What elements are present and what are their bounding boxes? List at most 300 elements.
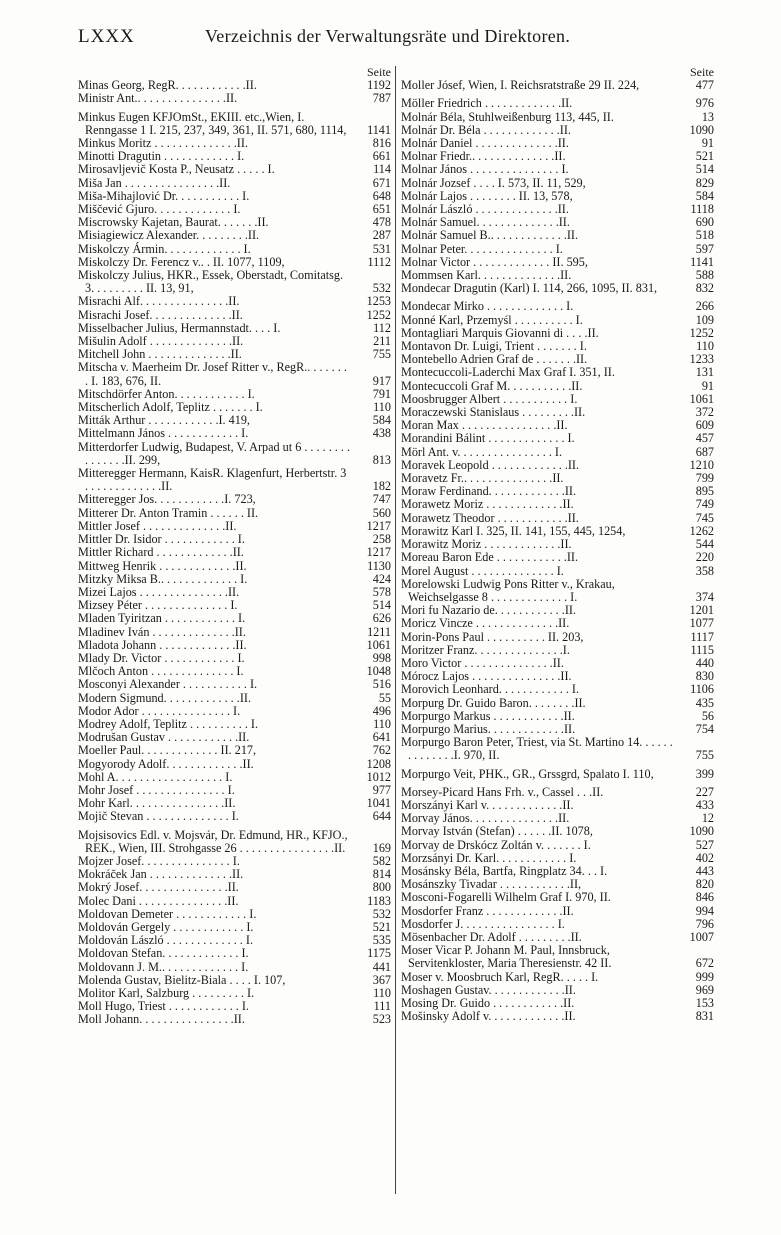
entry-page-number: 12 (701, 811, 714, 826)
entry-page-number: 582 (372, 853, 391, 868)
entry-name: Moeller Paul. . . . . . . . . . . . . II. 217, (78, 743, 257, 758)
page-header (78, 26, 718, 50)
entry-name: Mosánszky Tivadar . . . . . . . . . . . .II, (401, 877, 582, 892)
index-entry (401, 366, 714, 379)
entry-page-number: 1210 (689, 457, 714, 472)
entry-page-number: 1048 (366, 664, 391, 679)
entry-name: Molnár Dr. Béla . . . . . . . . . . . . .II. (401, 122, 571, 137)
entry-page-number: 1090 (689, 824, 714, 839)
entry-name: Moldován Gergely . . . . . . . . . . . . I. (78, 919, 254, 934)
index-entry (401, 243, 714, 256)
entry-page-number: 532 (372, 281, 391, 296)
index-entry (78, 744, 391, 757)
entry-name: Miša-Mihajlović Dr. . . . . . . . . . . I. (78, 188, 250, 203)
entry-name: Molnar János . . . . . . . . . . . . . . . I. (401, 162, 569, 177)
entry-name: Miscrowsky Kajetan, Baurat. . . . . . .II. (78, 215, 269, 230)
index-entry (401, 825, 714, 838)
entry-name: Mitchell John . . . . . . . . . . . . . .II. (78, 347, 242, 362)
index-entry (78, 507, 391, 520)
entry-name: Mitschdörfer Anton. . . . . . . . . . . . I. (78, 386, 255, 401)
entry-page-number: 648 (372, 188, 391, 203)
entry-page-number: 402 (695, 850, 714, 865)
entry-page-number: 182 (372, 479, 391, 494)
index-entry (401, 631, 714, 644)
entry-page-number: 496 (372, 703, 391, 718)
entry-page-number: 478 (372, 215, 391, 230)
entry-page-number: 796 (695, 916, 714, 931)
index-entry (401, 551, 714, 564)
entry-name: Moser v. Moosbruch Karl, RegR. . . . . I. (401, 969, 599, 984)
entry-name: Mondecar Mirko . . . . . . . . . . . . . I. (401, 299, 574, 314)
entry-page-number: 531 (372, 241, 391, 256)
index-entry (401, 839, 714, 852)
entry-name: Moran Max . . . . . . . . . . . . . . . .II. (401, 418, 568, 433)
index-entry (78, 546, 391, 559)
entry-name: Montecuccoli-Laderchi Max Graf I. 351, II. (401, 365, 615, 380)
entry-name: Miša Jan . . . . . . . . . . . . . . . .II. (78, 175, 231, 190)
entry-name: Morel August . . . . . . . . . . . . . . I. (401, 563, 564, 578)
entry-name: Morpurgo Veit, PHK., GR., Grssgrd, Spalato I. 110, (401, 766, 654, 781)
entry-page-number: 56 (701, 708, 714, 723)
entry-name: Mommsen Karl. . . . . . . . . . . . . .II. (401, 268, 572, 283)
entry-name: Minotti Dragutin . . . . . . . . . . . . I. (78, 149, 245, 164)
entry-page-number: 755 (695, 748, 714, 763)
index-entry (401, 944, 714, 970)
entry-name: Morvay János. . . . . . . . . . . . . . .II. (401, 811, 570, 826)
entry-name: Moser Vicar P. Johann M. Paul, Innsbruck, Servitenkloster, Maria Theresienstr. 42 II. (401, 943, 613, 971)
index-entry (401, 578, 714, 604)
entry-page-number: 816 (372, 136, 391, 150)
entry-name: Miščević Gjuro. . . . . . . . . . . . . I. (78, 202, 241, 217)
entry-page-number: 521 (372, 919, 391, 934)
entry-name: Montavon Dr. Luigi, Trient . . . . . . . I. (401, 339, 587, 354)
index-entry (78, 771, 391, 784)
entry-page-number: 749 (695, 497, 714, 512)
index-entry (401, 229, 714, 242)
entry-page-number: 438 (372, 426, 391, 441)
entry-page-number: 110 (373, 986, 391, 1000)
entry-page-number: 1117 (690, 629, 714, 644)
entry-name: Modor Ador . . . . . . . . . . . . . . . I. (78, 703, 241, 718)
entry-name: Morpurgo Marius. . . . . . . . . . . . .II. (401, 721, 576, 736)
entry-name: Morawitz Moriz . . . . . . . . . . . . .II. (401, 537, 572, 552)
entry-page-number: 969 (695, 982, 714, 997)
entry-name: Mlčoch Anton . . . . . . . . . . . . . . I. (78, 664, 244, 679)
index-entry (401, 446, 714, 459)
entry-name: Moravetz Fr.. . . . . . . . . . . . . . .II. (401, 471, 564, 486)
entry-page-number: 110 (696, 339, 714, 354)
index-entry (401, 300, 714, 313)
entry-name: Moraczewski Stanislaus . . . . . . . . .II. (401, 405, 586, 420)
entry-name: Montebello Adrien Graf de . . . . . . .II. (401, 352, 588, 367)
entry-name: Mitzky Miksa B.. . . . . . . . . . . . . I. (78, 571, 248, 586)
entry-page-number: 527 (695, 837, 714, 852)
entry-page-number: 687 (695, 444, 714, 459)
index-entry (78, 163, 391, 176)
entry-page-number: 1233 (689, 352, 714, 367)
index-entry (401, 79, 714, 92)
entry-page-number: 440 (695, 655, 714, 670)
entry-page-number: 110 (373, 716, 391, 731)
entry-page-number: 287 (372, 228, 391, 243)
entry-name: Moll Hugo, Triest . . . . . . . . . . . . I. (78, 999, 249, 1014)
right-column (401, 66, 714, 1023)
entry-page-number: 518 (695, 228, 714, 243)
entry-page-number: 372 (695, 405, 714, 420)
entry-name: Mösenbacher Dr. Adolf . . . . . . . . .II. (401, 929, 582, 944)
entry-page-number: 1007 (689, 929, 714, 944)
entry-page-number: 91 (701, 136, 714, 150)
entry-name: Mladota Johann . . . . . . . . . . . . .II. (78, 637, 247, 652)
entry-page-number: 1115 (690, 642, 714, 657)
entry-name: Mosconi-Fogarelli Wilhelm Graf I. 970, II. (401, 890, 611, 905)
entry-name: Mörl Ant. v. . . . . . . . . . . . . . . . I. (401, 444, 563, 459)
entry-name: Miskolczy Dr. Ferencz v.. . II. 1077, 1109, (78, 254, 285, 269)
entry-page-number: 813 (372, 452, 391, 467)
entry-name: Morawitz Karl I. 325, II. 141, 155, 445, 1254, (401, 523, 626, 538)
entry-name: Miskolczy Ármin. . . . . . . . . . . . . I. (78, 241, 251, 256)
entry-name: Monné Karl, Przemyśl . . . . . . . . . . I. (401, 312, 583, 327)
index-entry (78, 111, 391, 137)
index-entry (78, 243, 391, 256)
index-entry (78, 810, 391, 823)
entry-page-number: 532 (372, 906, 391, 921)
entry-name: Moro Victor . . . . . . . . . . . . . . .II. (401, 655, 564, 670)
entry-name: Moldovann J. M.. . . . . . . . . . . . . I. (78, 959, 249, 974)
entry-name: Morsey-Picard Hans Frh. v., Cassel . . .II. (401, 784, 604, 799)
entry-name: Molenda Gustav, Bielitz-Biala . . . . I. 107, (78, 972, 286, 987)
entry-name: Molnár Béla, Stuhlweißenburg 113, 445, II. (401, 109, 614, 124)
entry-page-number: 1118 (690, 202, 714, 217)
entry-page-number: 424 (372, 571, 391, 586)
entry-page-number: 1141 (367, 122, 391, 137)
entry-page-number: 1090 (689, 122, 714, 137)
entry-page-number: 1217 (366, 545, 391, 560)
entry-name: Morin-Pons Paul . . . . . . . . . . II. 203, (401, 629, 584, 644)
entry-name: Morpurg Dr. Guido Baron. . . . . . . .II. (401, 695, 586, 710)
entry-name: Morvay de Drskócz Zoltán v. . . . . . . I. (401, 837, 591, 852)
index-entry (78, 1013, 391, 1026)
index-entry (78, 309, 391, 322)
entry-page-number: 169 (372, 840, 391, 855)
entry-page-number: 1106 (690, 682, 714, 697)
index-entry (78, 895, 391, 908)
index-entry (78, 493, 391, 506)
entry-name: Moldován László . . . . . . . . . . . . . I. (78, 933, 254, 948)
entry-name: Misrachi Josef. . . . . . . . . . . . . .II. (78, 307, 243, 322)
left-column (78, 66, 391, 1027)
entry-name: Ministr Ant.. . . . . . . . . . . . . . .II. (78, 91, 238, 106)
index-entry (401, 314, 714, 327)
index-entry (401, 512, 714, 525)
entry-page-number: 814 (372, 867, 391, 882)
entry-name: Moricz Vincze . . . . . . . . . . . . . .II. (401, 616, 570, 631)
entry-page-number: 514 (372, 598, 391, 613)
index-entry (78, 441, 391, 467)
entry-page-number: 435 (695, 695, 714, 710)
entry-name: Mošinsky Adolf v. . . . . . . . . . . . .II. (401, 1009, 576, 1024)
entry-name: Molnár Daniel . . . . . . . . . . . . . .II. (401, 136, 569, 150)
entry-name: Miskolczy Julius, HKR., Essek, Oberstadt, Comitatsg. 3. . . . . . . . . II. 13, 91, (78, 268, 347, 296)
entry-page-number: 1061 (366, 637, 391, 652)
entry-name: Mohr Josef . . . . . . . . . . . . . . . I. (78, 782, 235, 797)
index-entry (401, 852, 714, 865)
entry-name: Molec Dani . . . . . . . . . . . . . . .II. (78, 893, 239, 908)
entry-name: Mittler Richard . . . . . . . . . . . . .II. (78, 545, 244, 560)
entry-name: Mogyorody Adolf. . . . . . . . . . . . .II. (78, 756, 254, 771)
entry-name: Mitteregger Hermann, KaisR. Klagenfurt, Herbertstr. 3 . . . . . . . . . . . . .II. (78, 466, 350, 494)
entry-name: Molnar Victor . . . . . . . . . . . . . II. 595, (401, 254, 588, 269)
entry-page-number: 1252 (689, 325, 714, 340)
index-entry (78, 92, 391, 105)
entry-name: Molnár Lajos . . . . . . . . II. 13, 578, (401, 188, 573, 203)
entry-page-number: 651 (372, 202, 391, 217)
entry-name: Mosdorfer J. . . . . . . . . . . . . . . . I. (401, 916, 565, 931)
entry-name: Morzsányi Dr. Karl. . . . . . . . . . . . I. (401, 850, 577, 865)
entry-name: Molnár Jozsef . . . . I. 573, II. 11, 529, (401, 175, 586, 190)
index-entry (401, 905, 714, 918)
index-entry (401, 644, 714, 657)
entry-name: Minkus Moritz . . . . . . . . . . . . . .II. (78, 136, 248, 150)
entry-name: Mittelmann János . . . . . . . . . . . . I. (78, 426, 249, 441)
entry-name: Mitták Arthur . . . . . . . . . . . .I. 419, (78, 413, 250, 428)
index-entry (401, 891, 714, 904)
entry-page-number: 762 (372, 743, 391, 758)
entry-name: Misselbacher Julius, Hermannstadt. . . . I. (78, 320, 281, 335)
entry-name: Moreau Baron Ede . . . . . . . . . . . .II. (401, 550, 579, 565)
index-entry (401, 282, 714, 295)
index-entry (78, 229, 391, 242)
entry-name: Mojič Stevan . . . . . . . . . . . . . . I. (78, 809, 239, 824)
index-entry (401, 1010, 714, 1023)
entry-name: Moraw Ferdinand. . . . . . . . . . . . .II. (401, 484, 576, 499)
entry-page-number: 754 (695, 721, 714, 736)
index-entry (78, 560, 391, 573)
entry-page-number: 111 (373, 999, 391, 1014)
entry-name: Moll Johann. . . . . . . . . . . . . . . .II. (78, 1012, 245, 1027)
entry-page-number: 977 (372, 782, 391, 797)
index-entry (401, 736, 714, 762)
index-entry (401, 918, 714, 931)
index-entry (401, 177, 714, 190)
entry-page-number: 560 (372, 505, 391, 520)
entry-name: Mojzer Josef. . . . . . . . . . . . . . . I. (78, 853, 240, 868)
entry-name: Morpurgo Markus . . . . . . . . . . . .II. (401, 708, 575, 723)
entry-name: Moldovan Stefan. . . . . . . . . . . . . I. (78, 946, 249, 961)
entry-name: Mittweg Henrik . . . . . . . . . . . . .II. (78, 558, 247, 573)
entry-page-number: 112 (373, 320, 391, 335)
entry-page-number: 227 (695, 784, 714, 799)
entry-page-number: 830 (695, 669, 714, 684)
entry-name: Mosing Dr. Guido . . . . . . . . . . . .II. (401, 996, 575, 1010)
entry-page-number: 1175 (367, 946, 391, 961)
index-entry (78, 269, 391, 295)
entry-page-number: 1208 (366, 756, 391, 771)
entry-name: Mitteregger Jos. . . . . . . . . . . .I. 723, (78, 492, 256, 507)
entry-page-number: 477 (695, 78, 714, 93)
entry-page-number: 1211 (367, 624, 391, 639)
entry-name: Molnár Samuel. . . . . . . . . . . . . .II. (401, 215, 570, 230)
entry-name: Moravek Leopold . . . . . . . . . . . . .II. (401, 457, 580, 472)
entry-page-number: 110 (373, 400, 391, 415)
entry-name: Mokráček Jan . . . . . . . . . . . . . .II. (78, 867, 244, 882)
entry-name: Mórocz Lajos . . . . . . . . . . . . . . .II. (401, 669, 572, 684)
index-entry (401, 617, 714, 630)
entry-page-number: 976 (695, 96, 714, 111)
index-entry (78, 908, 391, 921)
index-entry (401, 97, 714, 110)
index-entry (401, 786, 714, 799)
entry-name: Minas Georg, RegR. . . . . . . . . . . .II. (78, 78, 257, 93)
entry-name: Mladen Tyiritzan . . . . . . . . . . . . I. (78, 611, 246, 626)
entry-name: Morovich Leonhard. . . . . . . . . . . . I. (401, 682, 580, 697)
index-entry (401, 111, 714, 124)
entry-name: Moosbrugger Albert . . . . . . . . . . . I. (401, 391, 578, 406)
entry-page-number: 114 (373, 162, 391, 177)
entry-page-number: 1262 (689, 523, 714, 538)
entry-page-number: 747 (372, 492, 391, 507)
entry-name: Minkus Eugen KFJOmSt., EKIII. etc.,Wien, I. Renngasse 1 I. 215, 237, 349, 361, II. 571, 680, 1114, (78, 109, 347, 137)
entry-name: Montecuccoli Graf M. . . . . . . . . . .II. (401, 378, 583, 393)
entry-name: Modrušan Gustav . . . . . . . . . . . .II. (78, 730, 250, 745)
index-entry (78, 881, 391, 894)
entry-name: Mondecar Dragutin (Karl) I. 114, 266, 1095, II. 831, (401, 281, 658, 296)
entry-name: Montagliari Marquis Giovanni di . . . .II. (401, 325, 599, 340)
entry-name: Mokrý Josef. . . . . . . . . . . . . . .II. (78, 880, 239, 895)
entry-page-number: 1217 (366, 518, 391, 533)
entry-page-number: 829 (695, 175, 714, 190)
entry-name: Möller Friedrich . . . . . . . . . . . . .II. (401, 96, 573, 111)
index-entry (78, 705, 391, 718)
index-entry (401, 163, 714, 176)
entry-page-number: 584 (372, 413, 391, 428)
entry-page-number: 211 (373, 334, 391, 349)
entry-page-number: 588 (695, 268, 714, 283)
index-entry (401, 683, 714, 696)
index-entry (401, 710, 714, 723)
entry-page-number: 999 (695, 969, 714, 984)
entry-page-number: 521 (695, 149, 714, 164)
entry-name: Misiagiewicz Alexander. . . . . . . . .II. (78, 228, 260, 243)
entry-name: Mitscha v. Maerheim Dr. Josef Ritter v., RegR.. . . . . . . . I. 183, 676, II. (78, 360, 350, 388)
index-entry (401, 380, 714, 393)
entry-page-number: 109 (695, 312, 714, 327)
entry-name: Mišulin Adolf . . . . . . . . . . . . . .II. (78, 334, 244, 349)
entry-name: Molitor Karl, Salzburg . . . . . . . . . I. (78, 986, 255, 1000)
entry-page-number: 374 (695, 589, 714, 604)
entry-page-number: 523 (372, 1012, 391, 1027)
index-entry (78, 692, 391, 705)
entry-page-number: 1192 (367, 78, 391, 93)
entry-name: Molnár László . . . . . . . . . . . . . .II. (401, 202, 569, 217)
entry-page-number: 644 (372, 809, 391, 824)
entry-name: Mittler Josef . . . . . . . . . . . . . .II. (78, 518, 237, 533)
entry-page-number: 544 (695, 537, 714, 552)
entry-name: Morpurgo Baron Peter, Triest, via St. Martino 14. . . . . . . . . . . . . .I. 970, II. (401, 735, 676, 763)
entry-name: Molnár Samuel B.. . . . . . . . . . . . .II. (401, 228, 579, 243)
entry-page-number: 820 (695, 877, 714, 892)
index-entry (78, 678, 391, 691)
entry-page-number: 55 (378, 690, 391, 705)
entry-page-number: 1061 (689, 391, 714, 406)
entry-page-number: 131 (695, 365, 714, 380)
index-entry (78, 612, 391, 625)
entry-page-number: 441 (372, 959, 391, 974)
entry-page-number: 1252 (366, 307, 391, 322)
entry-name: Moshagen Gustav. . . . . . . . . . . . .II. (401, 982, 576, 997)
entry-name: Mittler Dr. Isidor . . . . . . . . . . . . I. (78, 532, 245, 547)
entry-name: Mojsisovics Edl. v. Mojsvár, Dr. Edmund, HR., KFJO., REK., Wien, III. Strohgasse 26 . . . . . . . . . . . . . . . .II. (78, 827, 351, 855)
entry-name: Morszányi Karl v. . . . . . . . . . . . .II. (401, 797, 574, 812)
entry-page-number: 800 (372, 880, 391, 895)
entry-page-number: 1012 (366, 769, 391, 784)
entry-page-number: 641 (372, 730, 391, 745)
entry-name: Mladinev Iván . . . . . . . . . . . . . .II. (78, 624, 246, 639)
entry-page-number: 831 (695, 1009, 714, 1024)
entry-name: Morawetz Moriz . . . . . . . . . . . . .II. (401, 497, 574, 512)
entry-name: Morelowski Ludwig Pons Ritter v., Krakau, Weichselgasse 8 . . . . . . . . . . . . . I. (401, 576, 618, 604)
entry-page-number: 153 (695, 996, 714, 1010)
index-entry (401, 768, 714, 781)
entry-page-number: 514 (695, 162, 714, 177)
entry-page-number: 1183 (367, 893, 391, 908)
entry-page-number: 1077 (689, 616, 714, 631)
entry-name: Mohr Karl. . . . . . . . . . . . . . . .II. (78, 796, 236, 811)
index-entry (401, 432, 714, 445)
entry-page-number: 917 (372, 373, 391, 388)
page-number: LXXX (78, 26, 135, 47)
entry-page-number: 535 (372, 933, 391, 948)
entry-page-number: 443 (695, 863, 714, 878)
entry-name: Mirosavljevič Kosta P., Neusatz . . . . . I. (78, 162, 275, 177)
index-entry (78, 639, 391, 652)
entry-name: Mizei Lajos . . . . . . . . . . . . . . .II. (78, 584, 240, 599)
entry-page-number: 597 (695, 241, 714, 256)
entry-page-number: 832 (695, 281, 714, 296)
entry-page-number: 367 (372, 972, 391, 987)
index-entry (78, 947, 391, 960)
entry-page-number: 755 (372, 347, 391, 362)
entry-page-number: 1141 (690, 254, 714, 269)
index-entry (401, 498, 714, 511)
entry-page-number: 1041 (366, 796, 391, 811)
seite-label-left: Seite (367, 65, 391, 79)
entry-page-number: 1112 (367, 254, 391, 269)
entry-page-number: 266 (695, 299, 714, 314)
index-entry (401, 971, 714, 984)
entry-page-number: 1201 (689, 603, 714, 618)
column-divider (395, 66, 396, 1194)
index-entry (401, 697, 714, 710)
entry-page-number: 220 (695, 550, 714, 565)
index-entry (78, 467, 391, 493)
entry-page-number: 433 (695, 797, 714, 812)
entry-name: Mohl A. . . . . . . . . . . . . . . . . . I. (78, 769, 233, 784)
index-entry (401, 565, 714, 578)
entry-page-number: 690 (695, 215, 714, 230)
seite-label-right: Seite (690, 65, 714, 79)
entry-name: Molnar Peter. . . . . . . . . . . . . . . I. (401, 241, 563, 256)
index-entry (78, 961, 391, 974)
index-entry (78, 626, 391, 639)
entry-page-number: 672 (695, 956, 714, 971)
index-entry (78, 829, 391, 855)
entry-name: Moritzer Franz. . . . . . . . . . . . . . .I. (401, 642, 570, 657)
entry-page-number: 609 (695, 418, 714, 433)
entry-page-number: 671 (372, 175, 391, 190)
entry-name: Modern Sigmund. . . . . . . . . . . . .II. (78, 690, 251, 705)
entry-name: Mlady Dr. Victor . . . . . . . . . . . . I. (78, 650, 245, 665)
